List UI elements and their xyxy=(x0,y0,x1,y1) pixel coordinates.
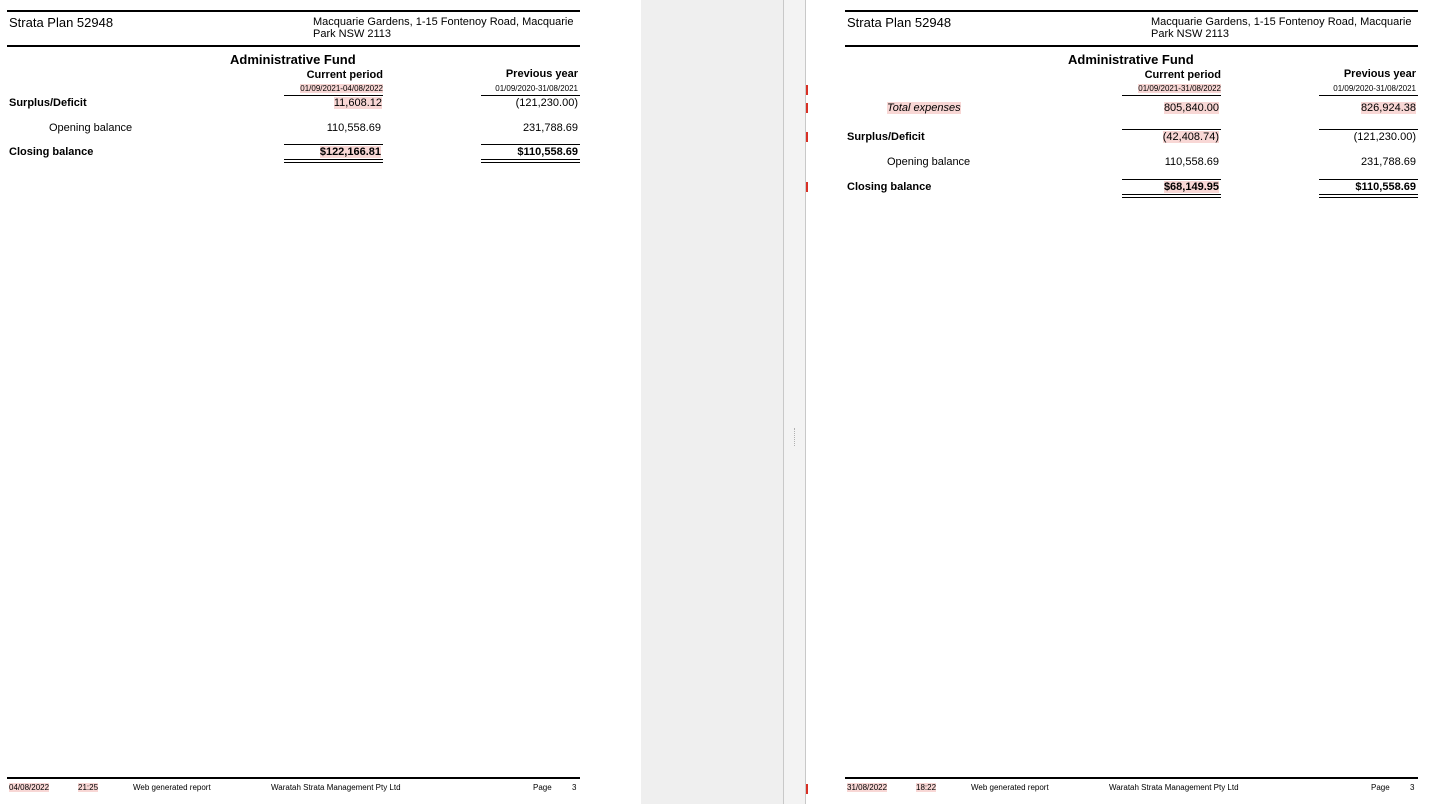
surplus-current-value: 11,608.12 xyxy=(333,97,382,109)
footer-company: Waratah Strata Management Pty Ltd xyxy=(1109,783,1239,792)
fund-title: Administrative Fund xyxy=(230,52,356,67)
opening-current-value: 110,558.69 xyxy=(1164,156,1219,168)
closing-balance-label: Closing balance xyxy=(9,146,94,158)
plan-title: Strata Plan 52948 xyxy=(847,15,952,30)
closing-previous-top-rule xyxy=(481,144,580,145)
page-gutter xyxy=(641,0,783,804)
previous-underline xyxy=(1319,95,1418,96)
change-marker-surplus[interactable] xyxy=(806,132,808,142)
opening-current-value: 110,558.69 xyxy=(326,122,381,134)
change-marker-footer[interactable] xyxy=(806,784,808,794)
previous-year-dates: 01/09/2020-31/08/2021 xyxy=(495,84,578,93)
footer-date: 31/08/2022 xyxy=(847,783,888,792)
header-top-rule xyxy=(7,10,580,12)
header-bottom-rule xyxy=(845,45,1418,47)
address-line-2: Park NSW 2113 xyxy=(313,28,392,40)
current-period-header: Current period xyxy=(1144,69,1221,81)
footer-company: Waratah Strata Management Pty Ltd xyxy=(271,783,401,792)
previous-year-dates: 01/09/2020-31/08/2021 xyxy=(1333,84,1416,93)
current-underline xyxy=(1122,95,1221,96)
total-expenses-current-value: 805,840.00 xyxy=(1163,102,1219,114)
change-marker-closing[interactable] xyxy=(806,182,808,192)
closing-current-top-rule xyxy=(284,144,383,145)
footer-page-label: Page xyxy=(1371,783,1390,792)
opening-balance-label: Opening balance xyxy=(49,122,133,134)
header-top-rule xyxy=(845,10,1418,12)
footer-date: 04/08/2022 xyxy=(9,783,50,792)
change-marker-total-expenses[interactable] xyxy=(806,103,808,113)
surplus-current-top-rule xyxy=(1122,129,1221,130)
footer-page-label: Page xyxy=(533,783,552,792)
previous-underline xyxy=(481,95,580,96)
current-underline xyxy=(284,95,383,96)
opening-previous-value: 231,788.69 xyxy=(1360,156,1416,168)
right-document-page[interactable] xyxy=(806,0,1435,804)
previous-year-header: Previous year xyxy=(1343,68,1416,80)
address xyxy=(1151,16,1411,40)
closing-current-double-rule xyxy=(1122,194,1221,198)
opening-previous-value: 231,788.69 xyxy=(522,122,578,134)
surplus-previous-value: (121,230.00) xyxy=(1353,131,1416,143)
address-line-1: Macquarie Gardens, 1-15 Fontenoy Road, Macquarie xyxy=(313,16,574,28)
closing-balance-label: Closing balance xyxy=(847,181,932,193)
surplus-previous-top-rule xyxy=(1319,129,1418,130)
plan-title: Strata Plan 52948 xyxy=(9,15,114,30)
closing-previous-double-rule xyxy=(481,159,580,163)
surplus-deficit-label: Surplus/Deficit xyxy=(9,97,87,109)
address-line-1: Macquarie Gardens, 1-15 Fontenoy Road, Macquarie xyxy=(1151,16,1412,28)
fund-title: Administrative Fund xyxy=(1068,52,1194,67)
comparison-splitter[interactable] xyxy=(783,0,806,804)
closing-previous-double-rule xyxy=(1319,194,1418,198)
closing-current-value: $68,149.95 xyxy=(1163,181,1219,193)
footer-rule xyxy=(7,777,580,779)
opening-balance-label: Opening balance xyxy=(887,156,971,168)
address xyxy=(313,16,573,40)
footer-generated: Web generated report xyxy=(971,783,1049,792)
closing-current-value: $122,166.81 xyxy=(319,146,381,158)
header-bottom-rule xyxy=(7,45,580,47)
footer-generated: Web generated report xyxy=(133,783,211,792)
total-expenses-label: Total expenses xyxy=(887,102,961,114)
change-marker-dates[interactable] xyxy=(806,85,808,95)
footer-page-number: 3 xyxy=(572,783,577,792)
closing-current-top-rule xyxy=(1122,179,1221,180)
surplus-current-value: (42,408.74) xyxy=(1162,131,1219,143)
surplus-deficit-label: Surplus/Deficit xyxy=(847,131,925,143)
total-expenses-previous-value: 826,924.38 xyxy=(1360,102,1416,114)
current-period-header: Current period xyxy=(306,69,383,81)
footer-time: 21:25 xyxy=(78,783,99,792)
left-document-page[interactable] xyxy=(0,0,641,804)
closing-current-double-rule xyxy=(284,159,383,163)
footer-rule xyxy=(845,777,1418,779)
closing-previous-value: $110,558.69 xyxy=(517,146,578,158)
splitter-grip-icon[interactable] xyxy=(794,428,796,446)
footer-time: 18:22 xyxy=(916,783,937,792)
surplus-previous-value: (121,230.00) xyxy=(515,97,578,109)
previous-year-header: Previous year xyxy=(505,68,578,80)
footer-page-number: 3 xyxy=(1410,783,1415,792)
current-period-dates: 01/09/2021-31/08/2022 xyxy=(1138,84,1221,93)
closing-previous-top-rule xyxy=(1319,179,1418,180)
current-period-dates: 01/09/2021-04/08/2022 xyxy=(300,84,383,93)
address-line-2: Park NSW 2113 xyxy=(1151,28,1230,40)
closing-previous-value: $110,558.69 xyxy=(1355,181,1416,193)
